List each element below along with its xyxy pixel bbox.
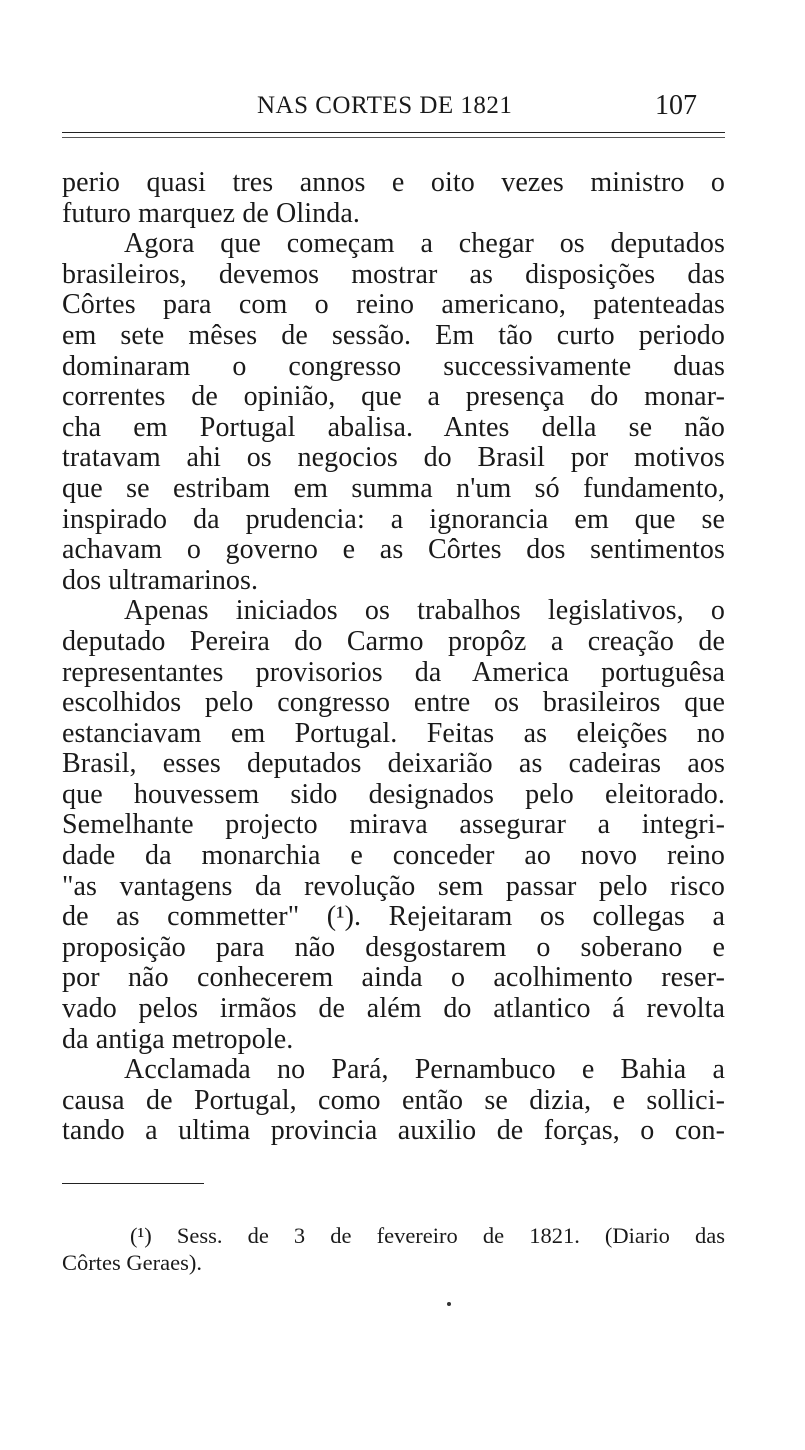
footnote-line: (¹) Sess. de 3 de fevereiro de 1821. (Diario das: [130, 1223, 725, 1248]
text-line: dade da monarchia e conceder ao novo reino: [62, 840, 725, 872]
text-line: inspirado da prudencia: a ignorancia em que se: [62, 503, 725, 535]
text-line: representantes provisorios da America portuguêsa: [62, 656, 725, 688]
text-line: Brasil, esses deputados deixarião as cadeiras aos: [62, 748, 725, 780]
text-line: cha em Portugal abalisa. Antes della se não: [62, 411, 725, 443]
footnote-rule: [62, 1183, 204, 1184]
text-line: correntes de opinião, que a presença do monar-: [62, 381, 725, 413]
text-line: estanciavam em Portugal. Feitas as eleições no: [62, 717, 725, 749]
text-line: Côrtes para com o reino americano, patenteadas: [62, 289, 725, 321]
body-text: [62, 168, 725, 1147]
text-line: causa de Portugal, como então se dizia, e sollici-: [62, 1084, 725, 1116]
footnotes: [62, 1222, 725, 1276]
text-line: vado pelos irmãos de além do atlantico á revolta: [62, 993, 725, 1025]
text-line: de as commetter" (¹). Rejeitaram os collegas a: [62, 901, 725, 933]
text-line: perio quasi tres annos e oito vezes ministro o: [62, 167, 725, 198]
header-rule: [62, 132, 725, 133]
text-line: dominaram o congresso successivamente duas: [62, 350, 725, 382]
text-line: por não conhecerem ainda o acolhimento reser-: [62, 962, 725, 994]
text-line: dos ultramarinos.: [62, 564, 259, 596]
text-line: "as vantagens da revolução sem passar pelo risco: [62, 870, 725, 902]
text-line: tando a ultima provincia auxilio de forças, o con-: [62, 1115, 725, 1147]
footnote-line: Côrtes Geraes).: [62, 1250, 202, 1275]
print-speck: [447, 1302, 451, 1306]
text-line: escolhidos pelo congresso entre os brasileiros que: [62, 687, 725, 719]
text-line: deputado Pereira do Carmo propôz a creação de: [62, 625, 725, 657]
text-line: tratavam ahi os negocios do Brasil por motivos: [62, 442, 725, 474]
text-line: que houvessem sido designados pelo eleitorado.: [62, 778, 725, 810]
text-line: proposição para não desgostarem o soberano e: [62, 931, 725, 963]
text-line: da antiga metropole.: [62, 1023, 294, 1055]
running-title: NAS CORTES DE 1821: [257, 92, 513, 119]
text-line: Agora que começam a chegar os deputados: [124, 228, 725, 260]
text-line: em sete mêses de sessão. Em tão curto periodo: [62, 319, 725, 351]
running-head: [62, 92, 725, 128]
text-line: brasileiros, devemos mostrar as disposições das: [62, 258, 725, 290]
text-line: Apenas iniciados os trabalhos legislativos, o: [124, 595, 725, 627]
text-line: que se estribam em summa n'um só fundamento,: [62, 472, 725, 504]
text-line: futuro marquez de Olinda.: [62, 197, 360, 229]
text-line: Acclamada no Pará, Pernambuco e Bahia a: [124, 1054, 725, 1086]
text-line: achavam o governo e as Côrtes dos sentimentos: [62, 534, 725, 566]
text-line: Semelhante projecto mirava assegurar a integri-: [62, 809, 725, 841]
header-rule-secondary: [62, 137, 725, 138]
page-number: 107: [655, 90, 697, 121]
